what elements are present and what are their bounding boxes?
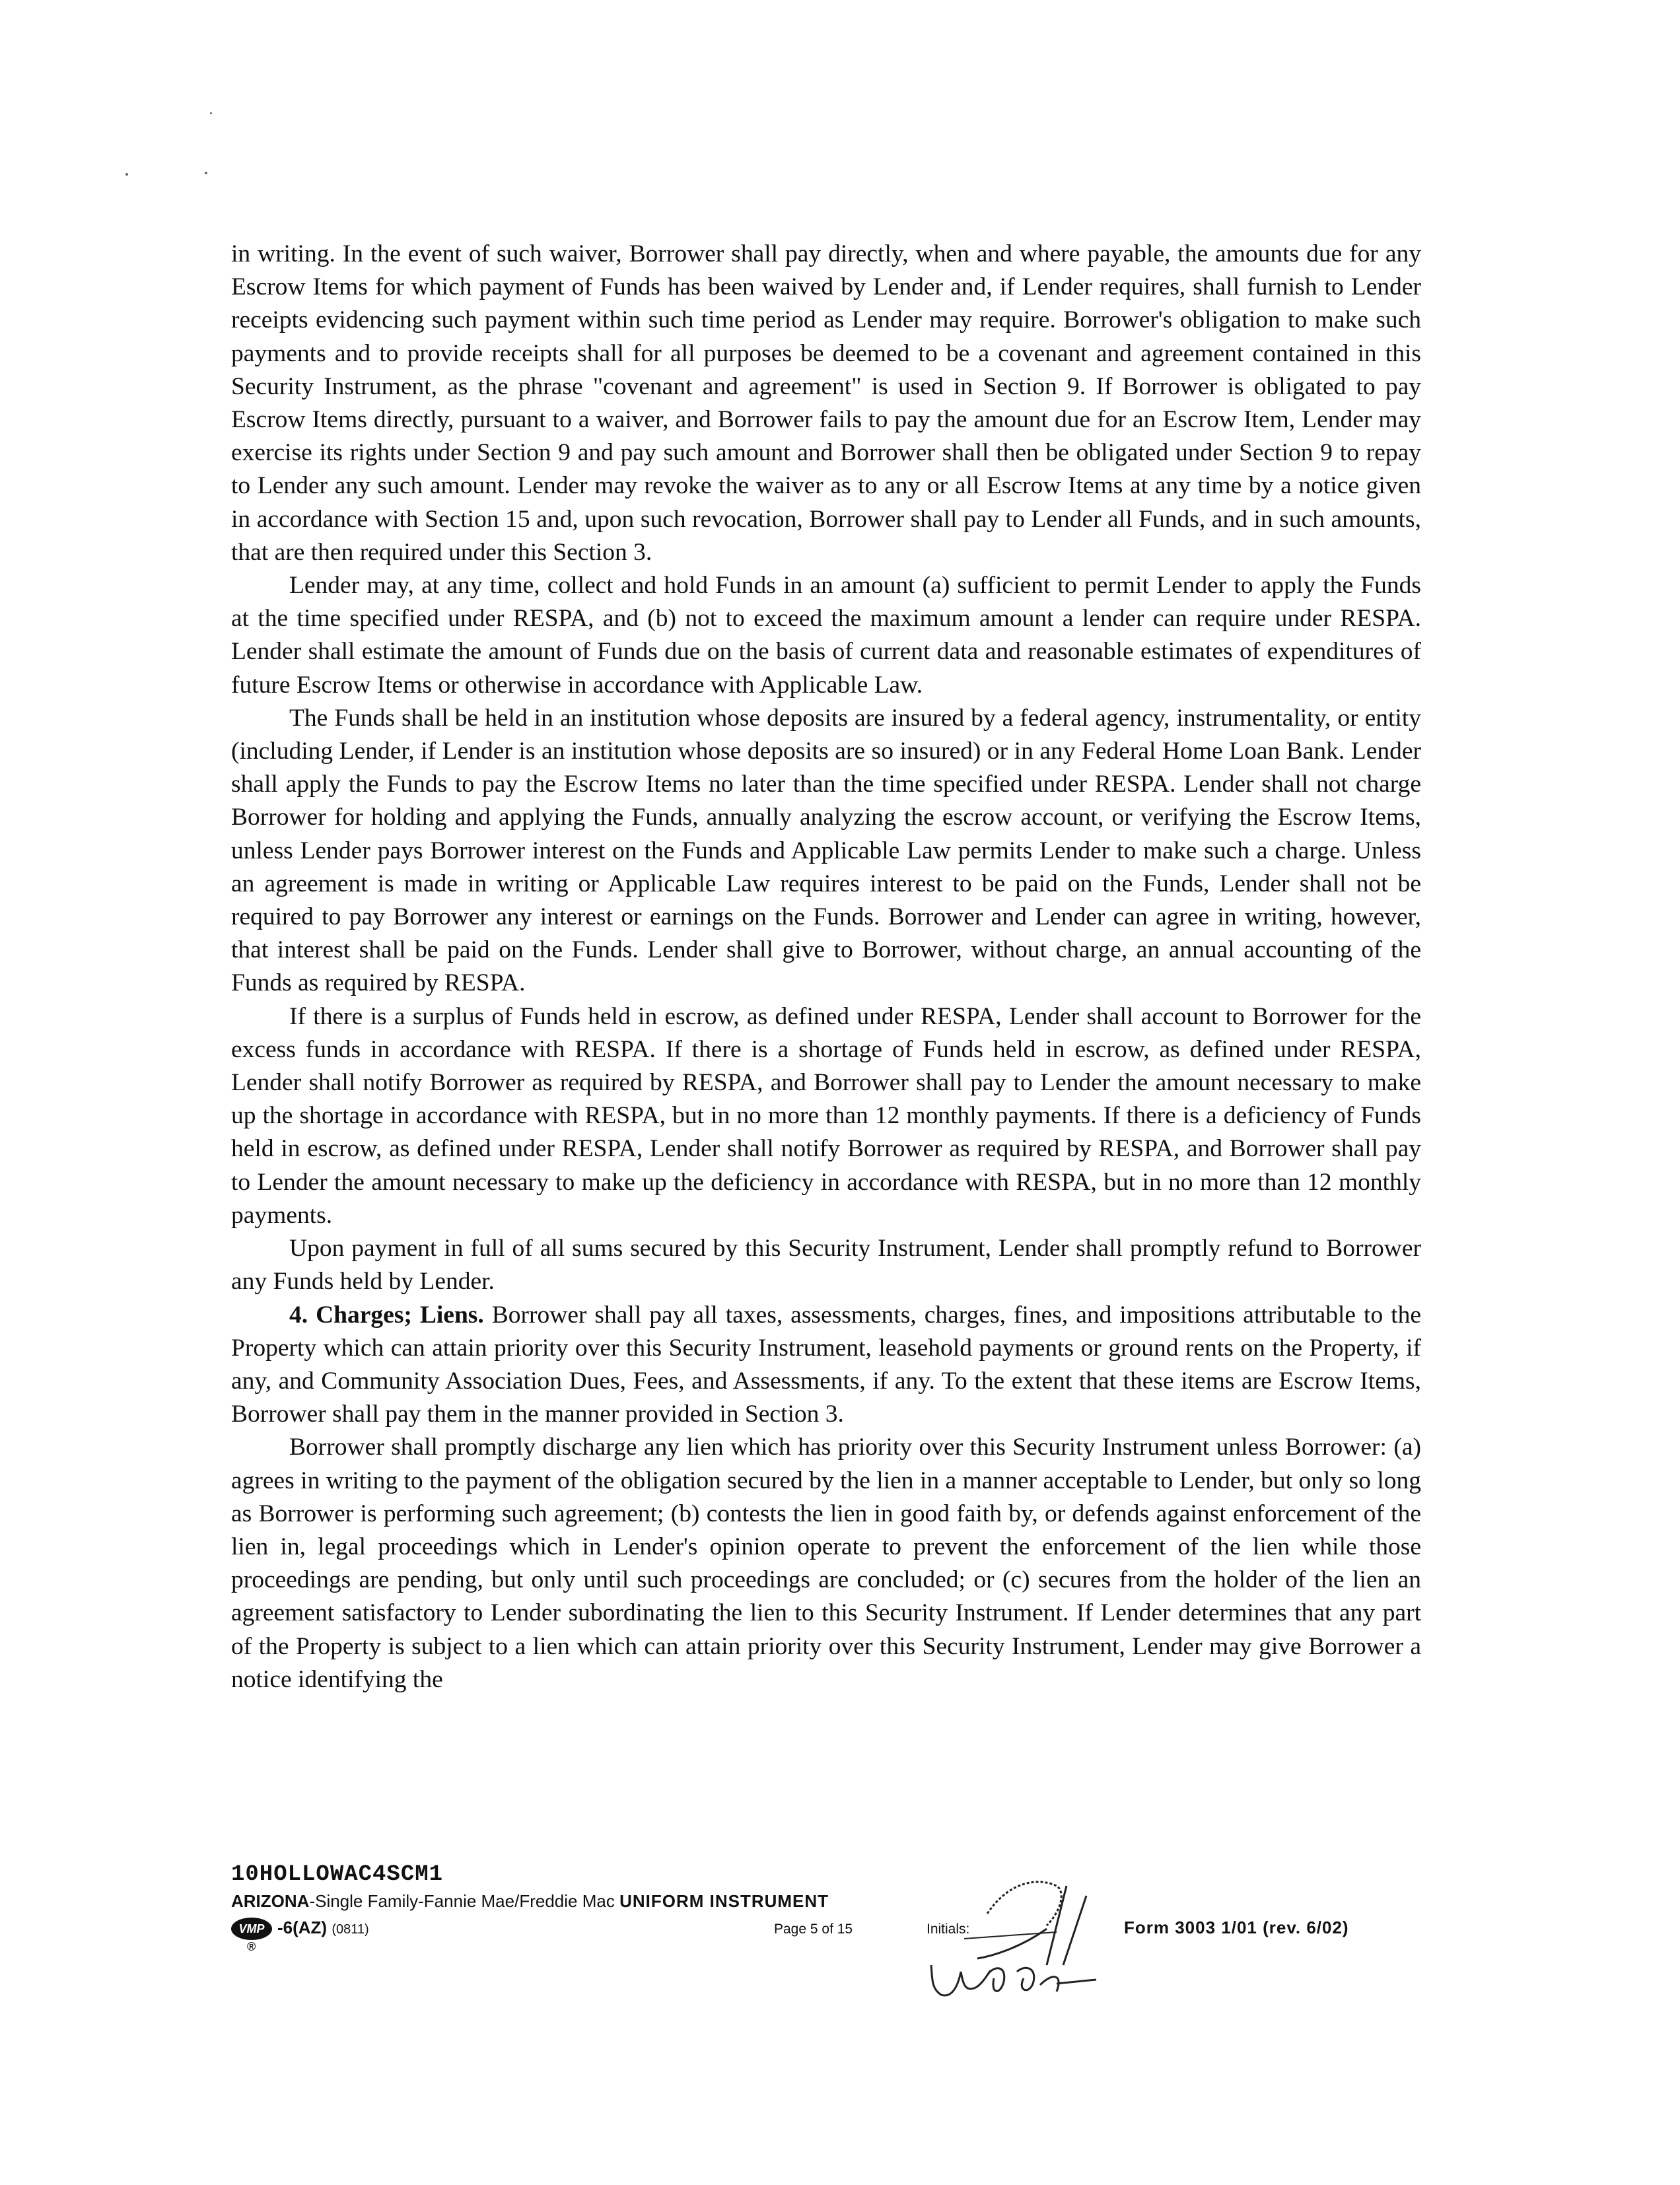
form-number: Form 3003 1/01 (rev. 6/02) (1124, 1918, 1349, 1937)
form-description (231, 1891, 829, 1912)
paragraph-collect-funds: Lender may, at any time, collect and hold Funds in an amount (a) sufficient to permit Lender to apply the Funds at the time specified under RESPA, and (b) not to exceed the maximum amount a lender can require under RESPA. Lender shall estimate the amount of Funds due on the basis of current data and reasonable estimates of expenditures of future Escrow Items or otherwise in accordance with Applicable Law. (231, 572, 1421, 699)
form-type: -Single Family-Fannie Mae/Freddie Mac (309, 1891, 620, 1911)
loan-code: 10HOLLOWAC4SCM1 (231, 1862, 444, 1887)
section-heading-charges-liens: 4. Charges; Liens. (289, 1301, 484, 1329)
uniform-instrument-label: UNIFORM INSTRUMENT (619, 1891, 829, 1911)
page-footer (231, 1862, 1453, 2007)
initials-label: Initials: (927, 1922, 970, 1937)
form-code-main: -6(AZ) (277, 1918, 328, 1937)
vmp-logo-icon: VMP (231, 1918, 272, 1940)
state-name: ARIZONA (231, 1891, 310, 1911)
paragraph-refund: Upon payment in full of all sums secured by this Security Instrument, Lender shall promptly refund to Borrower any Funds held by Lender. (231, 1235, 1421, 1296)
charges-liens-text: Borrower shall pay all taxes, assessments, charges, fines, and impositions attributable to the Property which can attain priority over this Security Instrument, leasehold payments or ground rents on the Property, if any, and Community Association Dues, Fees, and Assessments, if any. To the extent that these items are Escrow Items, Borrower shall pay them in the manner provided in Section 3. (231, 1301, 1421, 1428)
paragraph-surplus-shortage: If there is a surplus of Funds held in escrow, as defined under RESPA, Lender shall account to Borrower for the excess funds in accordance with RESPA. If there is a shortage of Funds held in escrow, as defined under RESPA, Lender shall notify Borrower as required by RESPA, and Borrower shall pay to Lender the amount necessary to make up the shortage in accordance with RESPA, but in no more than 12 monthly payments. If there is a deficiency of Funds held in escrow, as defined under RESPA, Lender shall notify Borrower as required by RESPA, and Borrower shall pay to Lender the amount necessary to make up the deficiency in accordance with RESPA, but in no more than 12 monthly payments. (231, 1002, 1421, 1229)
handwritten-initials-signature (925, 1866, 1136, 2005)
paragraph-charges-liens (231, 1299, 1421, 1432)
scan-speck (210, 112, 212, 114)
paragraph-funds-held: The Funds shall be held in an institution whose deposits are insured by a federal agency, instrumentality, or entity (including Lender, if Lender is an institution whose deposits are so insured) or in any Federal Home Loan Bank. Lender shall apply the Funds to pay the Escrow Items no later than the time specified under RESPA. Lender shall not charge Borrower for holding and applying the Funds, annually analyzing the escrow account, or verifying the Escrow Items, unless Lender pays Borrower interest on the Funds and Applicable Law permits Lender to make such a charge. Unless an agreement is made in writing or Applicable Law requires interest to be paid on the Funds, Lender shall not be required to pay Borrower any interest or earnings on the Funds. Borrower and Lender can agree in writing, however, that interest shall be paid on the Funds. Lender shall give to Borrower, without charge, an annual accounting of the Funds as required by RESPA. (231, 704, 1421, 997)
registered-mark: ® (247, 1940, 256, 1953)
form-code (277, 1918, 369, 1938)
paragraph-discharge-lien: Borrower shall promptly discharge any lien which has priority over this Security Instrument unless Borrower: (a) agrees in writing to the payment of the obligation secured by the lien in a manner acceptable to Lender, but only so long as Borrower is performing such agreement; (b) contests the lien in good faith by, or defends against enforcement of the lien in, legal proceedings which in Lender's opinion operate to prevent the enforcement of the lien while those proceedings are pending, but only until such proceedings are concluded; or (c) secures from the holder of the lien an agreement satisfactory to Lender subordinating the lien to this Security Instrument. If Lender determines that any part of the Property is subject to a lien which can attain priority over this Security Instrument, Lender may give Borrower a notice identifying the (231, 1434, 1421, 1693)
paragraph-waiver-continued: in writing. In the event of such waiver, Borrower shall pay directly, when and where payable, the amounts due for any Escrow Items for which payment of Funds has been waived by Lender and, if Lender requires, shall furnish to Lender receipts evidencing such payment within such time period as Lender may require. Borrower's obligation to make such payments and to provide receipts shall for all purposes be deemed to be a covenant and agreement contained in this Security Instrument, as the phrase "covenant and agreement" is used in Section 9. If Borrower is obligated to pay Escrow Items directly, pursuant to a waiver, and Borrower fails to pay the amount due for an Escrow Item, Lender may exercise its rights under Section 9 and pay such amount and Borrower shall then be obligated under Section 9 to repay to Lender any such amount. Lender may revoke the waiver as to any or all Escrow Items at any time by a notice given in accordance with Section 15 and, upon such revocation, Borrower shall pay to Lender all Funds, and in such amounts, that are then required under this Section 3. (231, 240, 1421, 566)
document-body (231, 238, 1421, 1696)
scan-speck (205, 172, 207, 174)
form-code-revision: (0811) (332, 1922, 369, 1937)
page-number: Page 5 of 15 (774, 1922, 853, 1937)
scan-speck (125, 173, 128, 176)
